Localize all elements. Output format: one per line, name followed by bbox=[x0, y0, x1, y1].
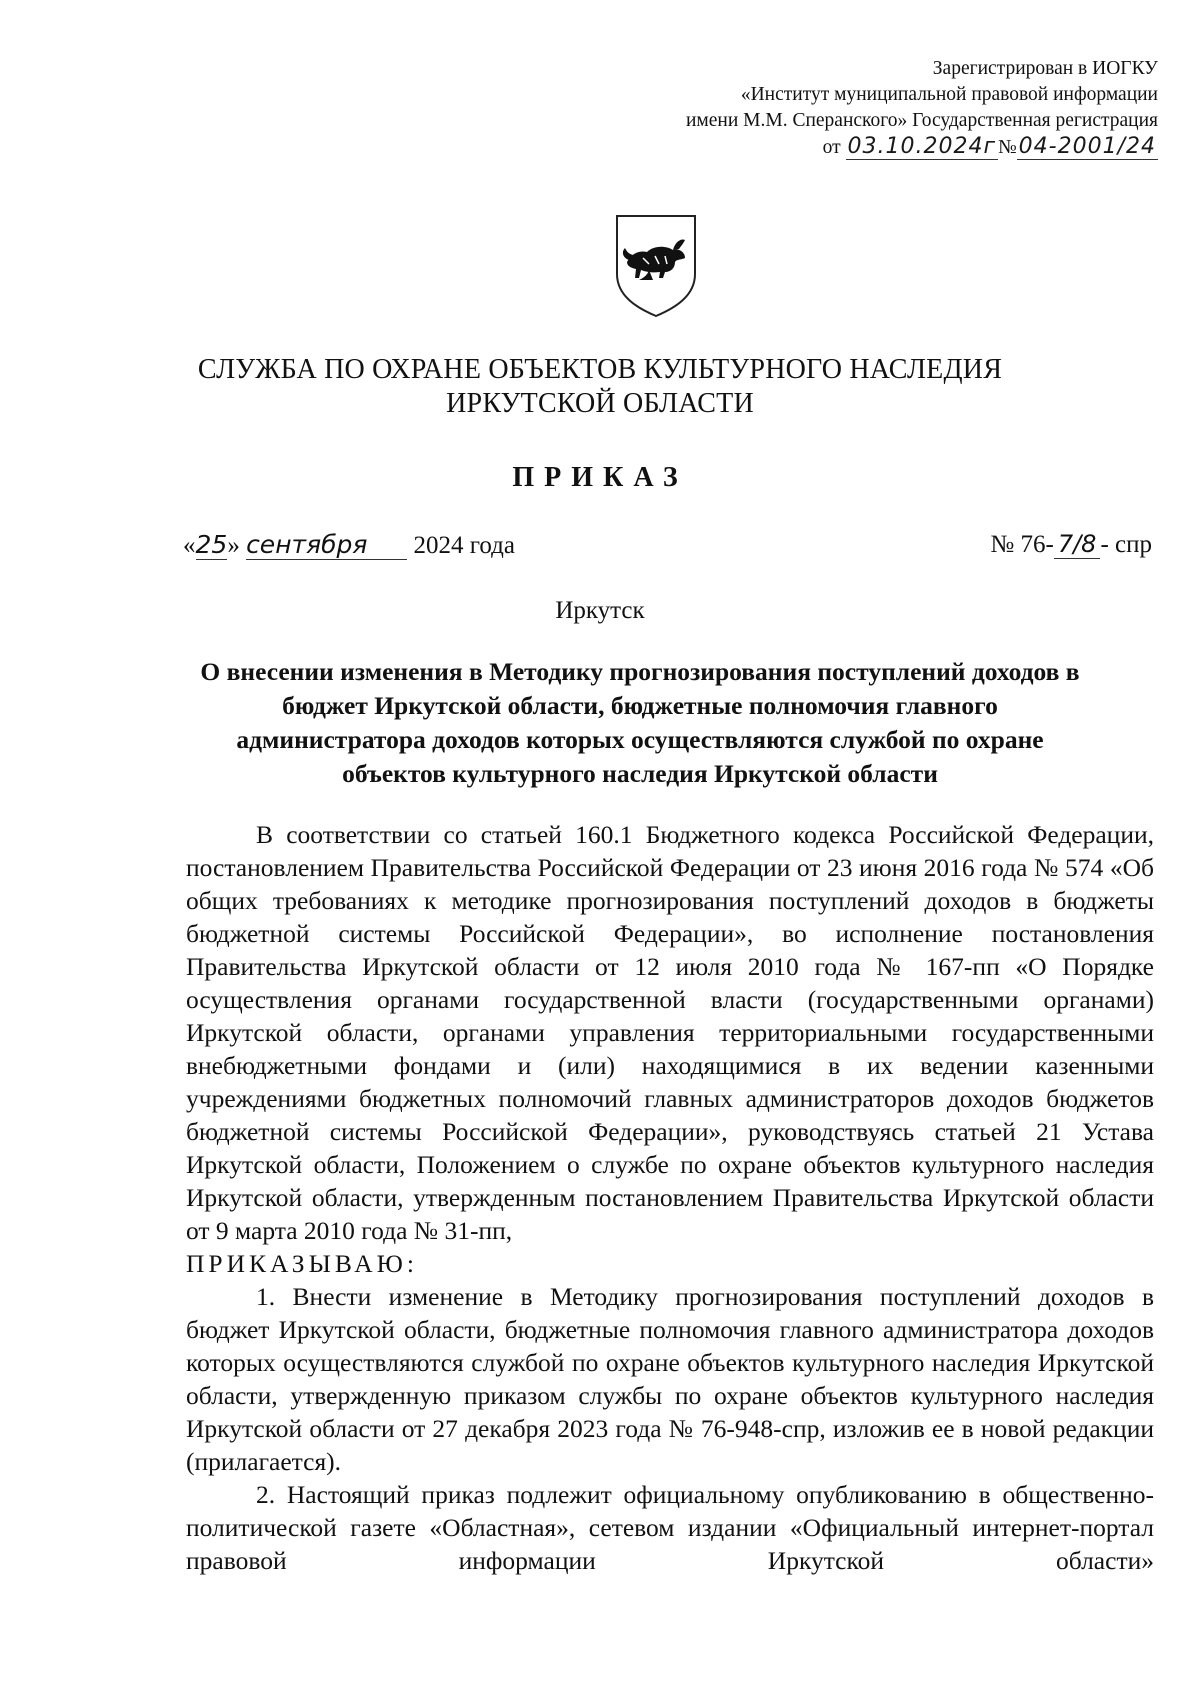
preamble-paragraph: В соответствии со статьей 160.1 Бюджетного кодекса Российской Федерации, постановлением Правительства Российской Федерации от 23 июня 2016 года № 574 «Об общих требованиях к методике прогнозирования поступлений доходов в бюджеты бюджетной системы Российской Федерации», во исполнение постановления Правительства Иркутской области от 12 июля 2010 года № 167-пп «О Порядке осуществления органами государственной власти (государственными органами) Иркутской области, органами управления территориальными государственными внебюджетными фондами и (или) находящимися в их ведении казенными учреждениями бюджетных полномочий главных администраторов доходов бюджетов бюджетной системы Российской Федерации», руководствуясь статьей 21 Устава Иркутской области, Положением о службе по охране объектов культурного наследия Иркутской области, утвержденным постановлением Правительства Иркутской области от 9 марта 2010 года № 31-пп, bbox=[186, 820, 1154, 1245]
registration-number-label: № bbox=[998, 137, 1017, 158]
organization-name-line-1: СЛУЖБА ПО ОХРАНЕ ОБЪЕКТОВ КУЛЬТУРНОГО НАСЛЕДИЯ bbox=[197, 354, 1003, 385]
irkutsk-coat-of-arms-icon bbox=[613, 212, 699, 320]
number-prefix: № 76- bbox=[990, 531, 1054, 558]
decree-word: ПРИКАЗЫВАЮ: bbox=[186, 1249, 418, 1278]
city: Иркутск bbox=[555, 597, 645, 624]
date-open-quote: « bbox=[183, 532, 196, 559]
registration-line-2: «Институт муниципальной правовой информации bbox=[740, 84, 1158, 105]
date-month: сентября bbox=[246, 530, 407, 560]
number-handwritten: 7/8 bbox=[1054, 530, 1101, 559]
order-date bbox=[183, 530, 515, 560]
number-suffix: - спр bbox=[1100, 531, 1152, 558]
registration-line-3: имени М.М. Сперанского» Государственная регистрация bbox=[685, 110, 1158, 131]
order-title: ПРИКАЗ bbox=[512, 462, 688, 493]
item-2-paragraph: 2. Настоящий приказ подлежит официальному опубликованию в общественно-политической газете «Областная», сетевом издании «Официальный интернет-портал правовой информации Иркутской области» bbox=[186, 1480, 1154, 1575]
order-number bbox=[990, 530, 1152, 559]
date-day: 25 bbox=[195, 530, 228, 559]
registration-date: 03.10.2024г bbox=[847, 134, 997, 159]
item-1-paragraph: 1. Внести изменение в Методику прогнозирования поступлений доходов в бюджет Иркутской области, бюджетные полномочия главного администратора доходов которых осуществляются службой по охране объектов культурного наследия Иркутской области, утвержденную приказом службы по охране объектов культурного наследия Иркутской области от 27 декабря 2023 года № 76-948-спр, изложив ее в новой редакции (прилагается). bbox=[186, 1282, 1154, 1476]
registration-line-4 bbox=[686, 134, 1158, 161]
registration-stamp bbox=[686, 56, 1158, 161]
registration-line-1: Зарегистрирован в ИОГКУ bbox=[932, 58, 1158, 79]
organization-name-line-2: ИРКУТСКОЙ ОБЛАСТИ bbox=[446, 388, 754, 419]
date-close-quote: » bbox=[227, 532, 240, 559]
date-year: 2024 года bbox=[413, 532, 515, 559]
registration-number: 04-2001/24 bbox=[1018, 134, 1156, 159]
registration-from-label: от bbox=[822, 137, 841, 158]
order-body bbox=[186, 818, 1154, 1577]
order-subject: О внесении изменения в Методику прогнозирования поступлений доходов в бюджет Иркутской области, бюджетные полномочия главного администратора доходов которых осуществляются службой по охране объектов культурного наследия Иркутской области bbox=[200, 657, 1080, 788]
